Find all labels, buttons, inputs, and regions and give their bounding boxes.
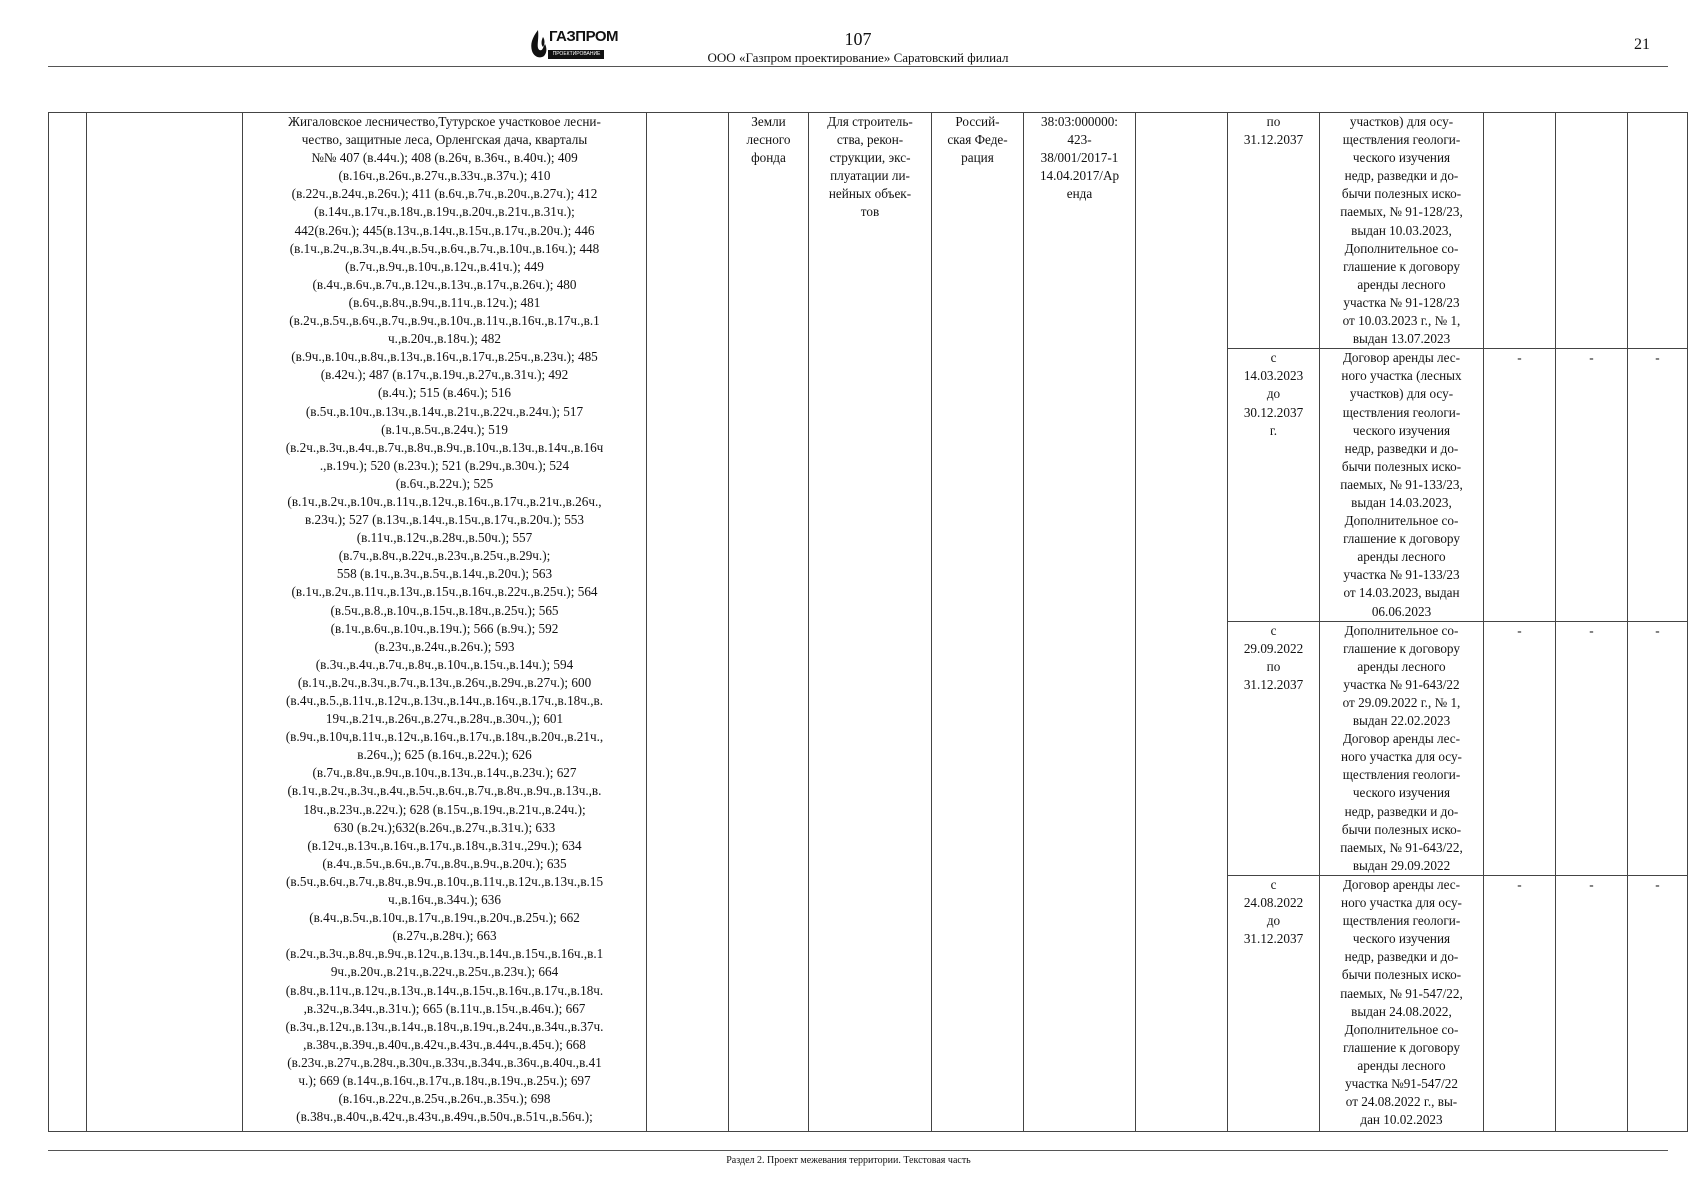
cell-period: с 24.08.2022 до 31.12.2037 (1228, 875, 1320, 1131)
cell-extra-3: - (1628, 349, 1688, 621)
table-row (49, 113, 1688, 349)
cell-extra-2: - (1556, 621, 1628, 875)
logo-text: ГАЗПРОМ (549, 28, 619, 45)
cell-empty-2 (1136, 113, 1228, 1132)
cell-number (49, 113, 87, 1132)
cell-extra-3 (1628, 113, 1688, 349)
cell-land-category: Земли лесного фонда (729, 113, 809, 1132)
cell-document: Договор аренды лес- ного участка для осу- ществления геологи- ческого изучения недр, разведки и до- бычи полезных иско- паемых, № 91-547/22, выдан 24.08.2022, Дополнительное со- глашение к договору аренды лесного участка №91-547/22 от 24.08.2022 г., вы- дан 10.02.2023 (1320, 875, 1484, 1131)
land-plot-table (48, 112, 1688, 1132)
organization-name: ООО «Газпром проектирование» Саратовский филиал (707, 50, 1009, 65)
cell-extra-2: - (1556, 349, 1628, 621)
cell-document: Договор аренды лес- ного участка (лесных участков) для осу- ществления геологи- ческого изучения недр, разведки и до- бычи полезных иско- паемых, № 91-133/23, выдан 14.03.2023, Дополнительное со- глашение к договору аренды лесного участка № 91-133/23 от 14.03.2023, выдан 06.06.2023 (1320, 349, 1484, 621)
header-divider (48, 66, 1668, 67)
cell-encumbrance: 38:03:000000: 423- 38/001/2017-1 14.04.2017/Ар енда (1024, 113, 1136, 1132)
page-header (48, 26, 1668, 66)
footer-caption: Раздел 2. Проект межевания территории. Текстовая часть (726, 1155, 971, 1166)
cell-document: участков) для осу- ществления геологи- ческого изучения недр, разведки и до- бычи полезных иско- паемых, № 91-128/23, выдан 10.03.2023, Дополнительное со- глашение к договору аренды лесного участка № 91-128/23 от 10.03.2023 г., № 1, выдан 13.07.2023 (1320, 113, 1484, 349)
footer-divider (48, 1150, 1668, 1151)
land-plot-table-wrapper (48, 112, 1688, 1132)
cell-extra-2: - (1556, 875, 1628, 1131)
cell-permitted-use: Для строитель- ства, рекон- струкции, экс- плуатации ли- нейных объек- тов (809, 113, 932, 1132)
cell-plot (87, 113, 243, 1132)
cell-extra-1: - (1484, 621, 1556, 875)
cell-period: с 14.03.2023 до 30.12.2037 г. (1228, 349, 1320, 621)
page-number-right: 21 (1634, 36, 1650, 53)
cell-extra-3: - (1628, 621, 1688, 875)
cell-extra-1: - (1484, 875, 1556, 1131)
cell-extra-2 (1556, 113, 1628, 349)
page-number-center: 107 (844, 29, 872, 49)
cell-location: Жигаловское лесничество,Тутурское участковое лесни- чество, защитные леса, Орленгская дача, кварталы №№ 407 (в.44ч.); 408 (в.26ч, в.36ч., в.40ч.); 409 (в.16ч.,в.26ч.,в.27ч.,в.33ч.,в.37ч.); 410 (в.22ч.,в.24ч.,в.26ч.); 411 (в.6ч.,в.7ч.,в.20ч.,в.27ч.); 412 (в.14ч.,в.17ч.,в.18ч.,в.19ч.,в.20ч.,в.21ч.,в.31ч.); 442(в.26ч.); 445(в.13ч.,в.14ч.,в.15ч.,в.17ч.,в.20ч.); 446 (в.1ч.,в.2ч.,в.3ч.,в.4ч.,в.5ч.,в.6ч.,в.7ч.,в.10ч.,в.16ч.); 448 (в.7ч.,в.9ч.,в.10ч.,в.12ч.,в.41ч.); 449 (в.4ч.,в.6ч.,в.7ч.,в.12ч.,в.13ч.,в.17ч.,в.26ч.); 480 (в.6ч.,в.8ч.,в.9ч.,в.11ч.,в.12ч.); 481 (в.2ч.,в.5ч.,в.6ч.,в.7ч.,в.9ч.,в.10ч.,в.11ч.,в.16ч.,в.17ч.,в.1 ч.,в.20ч.,в.18ч.); 482 (в.9ч.,в.10ч.,в.8ч.,в.13ч.,в.16ч.,в.17ч.,в.25ч.,в.23ч.); 485 (в.42ч.); 487 (в.17ч.,в.19ч.,в.27ч.,в.31ч.); 492 (в.4ч.); 515 (в.46ч.); 516 (в.5ч.,в.10ч.,в.13ч.,в.14ч.,в.21ч.,в.22ч.,в.24ч.); 517 (в.1ч.,в.5ч.,в.24ч.); 519 (в.2ч.,в.3ч.,в.4ч.,в.7ч.,в.8ч.,в.9ч.,в.10ч.,в.13ч.,в.14ч.,в.16ч .,в.19ч.); 520 (в.23ч.); 521 (в.29ч.,в.30ч.); 524 (в.6ч.,в.22ч.); 525 (в.1ч.,в.2ч.,в.10ч.,в.11ч.,в.12ч.,в.16ч.,в.17ч.,в.21ч.,в.26ч., в.23ч.); 527 (в.13ч.,в.14ч.,в.15ч.,в.17ч.,в.20ч.); 553 (в.11ч.,в.12ч.,в.28ч.,в.50ч.); 557 (в.7ч.,в.8ч.,в.22ч.,в.23ч.,в.25ч.,в.29ч.); 558 (в.1ч.,в.3ч.,в.5ч.,в.14ч.,в.20ч.); 563 (в.1ч.,в.2ч.,в.11ч.,в.13ч.,в.15ч.,в.16ч.,в.22ч.,в.25ч.); 564 (в.5ч.,в.8.,в.10ч.,в.15ч.,в.18ч.,в.25ч.); 565 (в.1ч.,в.6ч.,в.10ч.,в.19ч.); 566 (в.9ч.); 592 (в.23ч.,в.24ч.,в.26ч.); 593 (в.3ч.,в.4ч.,в.7ч.,в.8ч.,в.10ч.,в.15ч.,в.14ч.); 594 (в.1ч.,в.2ч.,в.3ч.,в.7ч.,в.13ч.,в.26ч.,в.29ч.,в.27ч.); 600 (в.4ч.,в.5.,в.11ч.,в.12ч.,в.13ч.,в.14ч.,в.16ч.,в.17ч.,в.18ч.,в. 19ч.,в.21ч.,в.26ч.,в.27ч.,в.28ч.,в.30ч.,); 601 (в.9ч.,в.10ч,в.11ч.,в.12ч.,в.16ч.,в.17ч.,в.18ч.,в.20ч.,в.21ч., в.26ч.,); 625 (в.16ч.,в.22ч.); 626 (в.7ч.,в.8ч.,в.9ч.,в.10ч.,в.13ч.,в.14ч.,в.23ч.); 627 (в.1ч.,в.2ч.,в.3ч.,в.4ч.,в.5ч.,в.6ч.,в.7ч.,в.8ч.,в.9ч.,в.13ч.,в. 18ч.,в.23ч.,в.22ч.); 628 (в.15ч.,в.19ч.,в.21ч.,в.24ч.); 630 (в.2ч.);632(в.26ч.,в.27ч.,в.31ч.); 633 (в.12ч.,в.13ч.,в.16ч.,в.17ч.,в.18ч.,в.31ч.,29ч.); 634 (в.4ч.,в.5ч.,в.6ч.,в.7ч.,в.8ч.,в.9ч.,в.20ч.); 635 (в.5ч.,в.6ч.,в.7ч.,в.8ч.,в.9ч.,в.10ч.,в.11ч.,в.12ч.,в.13ч.,в.15 ч.,в.16ч.,в.34ч.); 636 (в.4ч.,в.5ч.,в.10ч.,в.17ч.,в.19ч.,в.20ч.,в.25ч.); 662 (в.27ч.,в.28ч.); 663 (в.2ч.,в.3ч.,в.8ч.,в.9ч.,в.12ч.,в.13ч.,в.14ч.,в.15ч.,в.16ч.,в.1 9ч.,в.20ч.,в.21ч.,в.22ч.,в.25ч.,в.23ч.); 664 (в.8ч.,в.11ч.,в.12ч.,в.13ч.,в.14ч.,в.15ч.,в.16ч.,в.17ч.,в.18ч. ,в.32ч.,в.34ч.,в.31ч.); 665 (в.11ч.,в.15ч.,в.46ч.); 667 (в.3ч.,в.12ч.,в.13ч.,в.14ч.,в.18ч.,в.19ч.,в.24ч.,в.34ч.,в.37ч. ,в.38ч.,в.39ч.,в.40ч.,в.42ч.,в.43ч.,в.44ч.,в.45ч.); 668 (в.23ч.,в.27ч.,в.28ч.,в.30ч.,в.33ч.,в.34ч.,в.36ч.,в.40ч.,в.41 ч.); 669 (в.14ч.,в.16ч.,в.17ч.,в.18ч.,в.19ч.,в.25ч.); 697 (в.16ч.,в.22ч.,в.25ч.,в.26ч.,в.35ч.); 698 (в.38ч.,в.40ч.,в.42ч.,в.43ч.,в.49ч.,в.50ч.,в.51ч.,в.56ч.); (243, 113, 647, 1132)
cell-period: с 29.09.2022 по 31.12.2037 (1228, 621, 1320, 875)
cell-extra-3: - (1628, 875, 1688, 1131)
cell-extra-1: - (1484, 349, 1556, 621)
cell-document: Дополнительное со- глашение к договору аренды лесного участка № 91-643/22 от 29.09.2022 г., № 1, выдан 22.02.2023 Договор аренды лес- ного участка для осу- ществления геологи- ческого изучения недр, разведки и до- бычи полезных иско- паемых, № 91-643/22, выдан 29.09.2022 (1320, 621, 1484, 875)
logo-subtext: ПРОЕКТИРОВАНИЕ (552, 51, 601, 57)
cell-empty-1 (647, 113, 729, 1132)
cell-owner: Россий- ская Феде- рация (932, 113, 1024, 1132)
cell-extra-1 (1484, 113, 1556, 349)
cell-period: по 31.12.2037 (1228, 113, 1320, 349)
